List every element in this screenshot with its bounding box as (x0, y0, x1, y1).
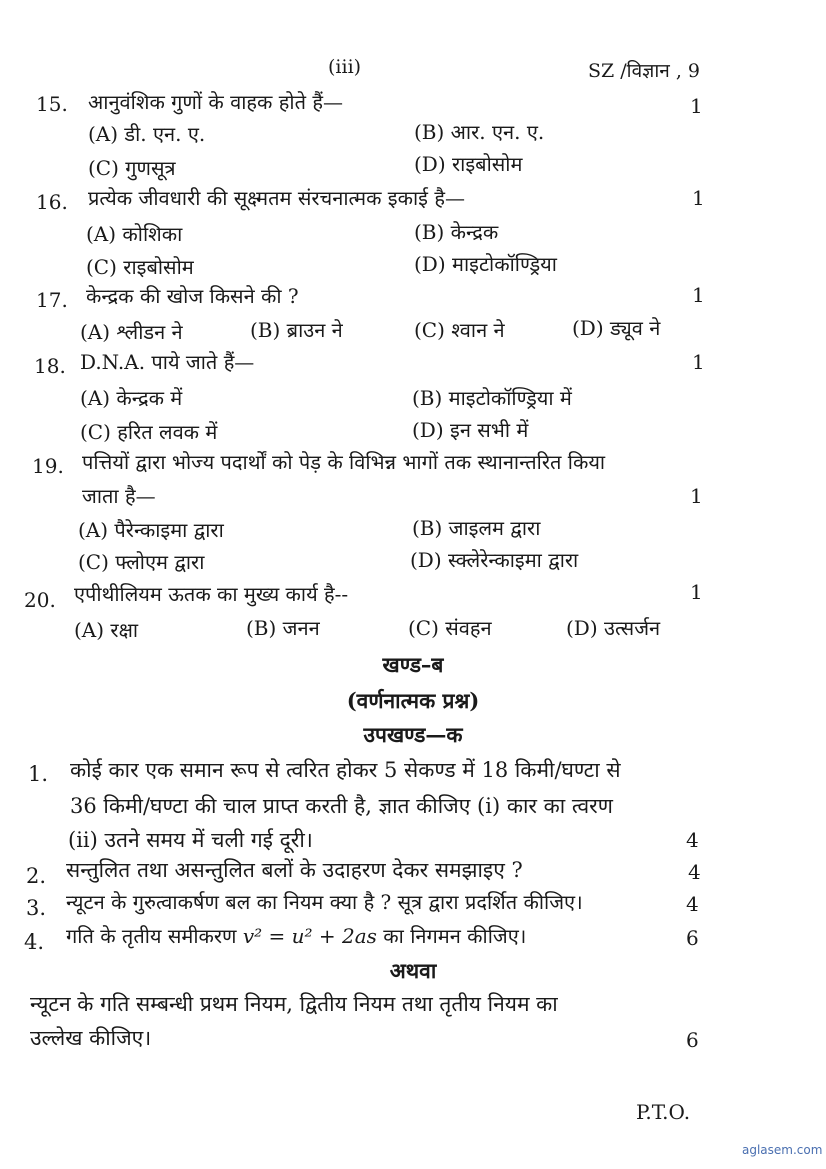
option-a: (A) श्लीडन ने (80, 320, 183, 344)
or-question-line-2: उल्लेख कीजिए। (30, 1026, 152, 1050)
watermark: aglasem.com (742, 1143, 823, 1157)
question-marks: 4 (686, 828, 699, 852)
question-text: पत्तियों द्वारा भोज्य पदार्थों को पेड़ के विभिन्न भागों तक स्थानान्तरित किया (82, 450, 606, 474)
question-marks: 4 (686, 892, 699, 916)
section-subtitle: (वर्णनात्मक प्रश्न) (346, 688, 480, 713)
question-marks: 1 (690, 94, 703, 118)
question-marks: 4 (688, 860, 701, 884)
question-text: प्रत्येक जीवधारी की सूक्ष्मतम संरचनात्मक इकाई है— (88, 186, 465, 210)
option-b: (B) ब्राउन ने (250, 318, 343, 342)
paper-code: SZ /विज्ञान , 9 (588, 60, 700, 82)
option-c: (C) फ्लोएम द्वारा (78, 550, 205, 574)
question-text-pre: गति के तृतीय समीकरण (66, 924, 243, 948)
question-marks: 1 (692, 186, 705, 210)
question-text: आनुवंशिक गुणों के वाहक होते हैं— (88, 90, 343, 114)
option-b: (B) जाइलम द्वारा (412, 516, 541, 540)
question-text: केन्द्रक की खोज किसने की ? (86, 284, 299, 308)
question-text-continued: जाता है— (82, 484, 156, 508)
question-line-1: कोई कार एक समान रूप से त्वरित होकर 5 सेकण्ड में 18 किमी/घण्टा से (70, 758, 621, 782)
option-d: (D) राइबोसोम (414, 152, 523, 176)
question-number: 17. (36, 288, 68, 312)
question-number: 2. (26, 864, 47, 888)
option-c: (C) गुणसूत्र (88, 156, 176, 180)
option-c: (C) हरित लवक में (80, 420, 218, 444)
formula: v² = u² + 2as (242, 924, 377, 948)
page-number: (iii) (328, 56, 362, 78)
option-d: (D) ड्यूव ने (572, 316, 661, 340)
question-marks: 6 (686, 926, 699, 950)
question-line-1 (66, 926, 526, 946)
option-d: (D) स्क्लेरेन्काइमा द्वारा (410, 548, 579, 572)
question-text-post: का निगमन कीजिए। (376, 924, 527, 948)
or-question-marks: 6 (686, 1028, 699, 1052)
or-question-line-1: न्यूटन के गति सम्बन्धी प्रथम नियम, द्वितीय नियम तथा तृतीय नियम का (30, 992, 558, 1016)
option-b: (B) केन्द्रक (414, 220, 499, 244)
question-text: D.N.A. पाये जाते हैं— (80, 350, 255, 374)
pto-label: P.T.O. (636, 1100, 691, 1124)
question-marks: 1 (690, 580, 703, 604)
subsection-title: उपखण्ड—क (363, 722, 463, 747)
option-a: (A) डी. एन. ए. (88, 122, 206, 146)
option-b: (B) आर. एन. ए. (414, 120, 545, 144)
question-line-2: 36 किमी/घण्टा की चाल प्राप्त करती है, ज्ञात कीजिए (i) कार का त्वरण (70, 794, 613, 818)
question-number: 20. (24, 588, 56, 612)
option-d: (D) माइटोकॉण्ड्रिया (414, 252, 557, 276)
question-number: 19. (32, 454, 64, 478)
option-a: (A) केन्द्रक में (80, 386, 183, 410)
question-number: 1. (28, 762, 49, 786)
option-d: (D) उत्सर्जन (566, 616, 661, 640)
question-number: 3. (26, 896, 47, 920)
option-a: (A) कोशिका (86, 222, 183, 246)
question-line-3: (ii) उतने समय में चली गई दूरी। (68, 828, 313, 852)
section-title: खण्ड–ब (382, 652, 444, 677)
question-number: 16. (36, 190, 68, 214)
question-marks: 1 (692, 350, 705, 374)
option-d: (D) इन सभी में (412, 418, 529, 442)
option-c: (C) श्वान ने (414, 318, 505, 342)
question-marks: 1 (692, 283, 705, 307)
option-c: (C) संवहन (408, 616, 492, 640)
question-line-1: न्यूटन के गुरुत्वाकर्षण बल का नियम क्या है ? सूत्र द्वारा प्रदर्शित कीजिए। (66, 890, 583, 914)
question-number: 15. (36, 92, 68, 116)
question-marks: 1 (690, 484, 703, 508)
option-b: (B) जनन (246, 616, 320, 640)
option-c: (C) राइबोसोम (86, 255, 194, 279)
question-line-1: सन्तुलित तथा असन्तुलित बलों के उदाहरण देकर समझाइए ? (66, 858, 523, 882)
or-label: अथवा (389, 958, 437, 983)
question-number: 4. (24, 930, 45, 954)
question-number: 18. (34, 354, 66, 378)
option-b: (B) माइटोकॉण्ड्रिया में (412, 386, 572, 410)
option-a: (A) पैरेन्काइमा द्वारा (78, 518, 224, 542)
question-text: एपीथीलियम ऊतक का मुख्य कार्य है-- (74, 582, 349, 606)
option-a: (A) रक्षा (74, 618, 139, 642)
